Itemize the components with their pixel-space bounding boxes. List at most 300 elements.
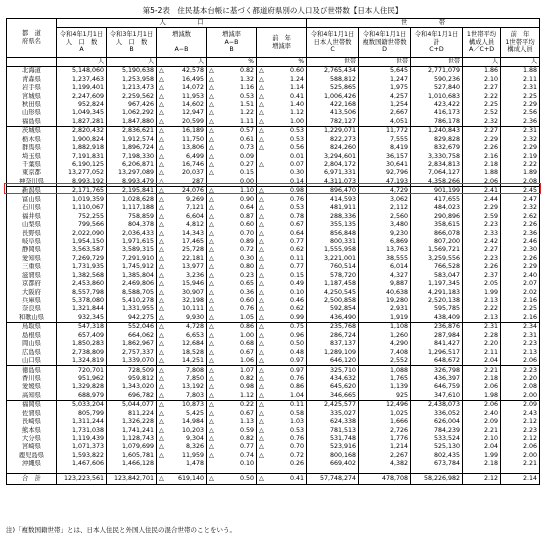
table-row [7,101,540,109]
cell-value: 0.27 [239,161,254,169]
minus-triangle-icon: △ [209,297,214,305]
cell-value: 大阪府 [22,288,41,296]
cell-value: 436,490 [329,313,357,321]
cell-d [359,272,411,280]
cell-b [107,366,157,375]
table-row [7,383,540,391]
cell-cd [411,443,463,451]
cell-avg [463,452,501,460]
cell-rate [207,212,257,220]
table-row [7,452,540,460]
cell-value: 2.31 [483,323,499,331]
cell-value: 2.62 [523,212,538,220]
cell-value: 12,496 [385,401,409,409]
cell-avg [463,375,501,383]
cell-value: 山梨県 [22,221,41,229]
minus-triangle-icon: △ [209,331,214,339]
cell-value: 0.07 [289,161,305,169]
cell-d [359,136,411,144]
cell-diff [157,161,207,169]
cell-diff [157,67,207,76]
minus-triangle-icon: △ [259,435,264,443]
cell-cd [411,109,463,117]
cell-c [307,305,359,313]
cell-cd [411,297,463,305]
cell-cd [411,323,463,332]
cell-value: 4,051 [389,117,409,125]
minus-triangle-icon: △ [259,221,264,229]
cell-cd [411,305,463,313]
minus-triangle-icon: △ [209,229,214,237]
cell-d [359,375,411,383]
cell-value: 822,273 [329,135,357,143]
cell-value: 0.96 [289,331,305,339]
cell-value: 0.87 [239,212,254,220]
cell-pavg [501,75,540,83]
cell-prev [257,127,307,136]
minus-triangle-icon: △ [159,340,164,348]
cell-pavg [501,101,540,109]
cell-value: 1.16 [239,84,254,92]
minus-triangle-icon: △ [159,177,164,185]
cell-rate [207,246,257,254]
cell-value: 2.29 [523,263,538,271]
cell-avg [463,246,501,254]
cell-b [107,340,157,348]
cell-value: 1,010,683 [427,92,461,100]
cell-c [307,92,359,100]
cell-value: 1,128,743 [121,435,154,443]
cell-value: 0.41 [289,474,305,482]
cell-a [57,305,107,313]
cell-avg [463,196,501,204]
cell-value: 0.89 [239,237,254,245]
cell-c [307,348,359,356]
minus-triangle-icon: △ [159,401,164,409]
minus-triangle-icon: △ [259,246,264,254]
minus-triangle-icon: △ [259,383,264,391]
cell-value: 2.42 [483,237,499,245]
table-row [7,144,540,152]
cell-prev [257,212,307,220]
cell-value: 0.61 [239,135,254,143]
cell-diff [157,187,207,196]
cell-value: 0.53 [239,92,254,100]
cell-a [57,152,107,160]
cell-rate [207,109,257,117]
header-col7: 令和4年1月1日 複数国籍世帯数 D [359,28,411,58]
minus-triangle-icon: △ [159,331,164,339]
table-row [7,255,540,263]
cell-value: 752,255 [77,212,104,220]
cell-value: 758,859 [127,212,154,220]
cell-diff [157,84,207,92]
cell-value: 2.26 [523,221,538,229]
minus-triangle-icon: △ [259,357,264,365]
minus-triangle-icon: △ [159,92,164,100]
cell-cd [411,272,463,280]
cell-value: 富山県 [22,195,41,203]
minus-triangle-icon: △ [209,67,214,75]
minus-triangle-icon: △ [259,443,264,451]
cell-value: 2.06 [523,357,538,365]
cell-avg [463,127,501,136]
cell-a [57,392,107,401]
cell-value: 2.23 [523,366,538,374]
cell-value: 8,588,705 [121,288,154,296]
cell-b [107,473,157,484]
minus-triangle-icon: △ [209,75,214,83]
cell-value: 0.82 [239,374,254,382]
cell-value: 2.27 [483,246,499,254]
cell-c [307,375,359,383]
cell-cd [411,426,463,434]
cell-value: 0.11 [289,254,305,262]
minus-triangle-icon: △ [259,263,264,271]
cell-a [57,366,107,375]
cell-value: 香川県 [22,374,41,382]
minus-triangle-icon: △ [159,229,164,237]
cell-value: 804,378 [127,221,154,229]
cell-a [57,212,107,220]
minus-triangle-icon: △ [259,340,264,348]
cell-avg [463,187,501,196]
cell-value: 2,834,813 [427,161,461,169]
cell-value: 1,139 [389,383,409,391]
minus-triangle-icon: △ [159,435,164,443]
cell-pref [7,375,57,383]
cell-pref [7,288,57,296]
cell-pref [7,460,57,468]
cell-prev [257,169,307,177]
minus-triangle-icon: △ [209,443,214,451]
cell-value: 6,604 [185,212,204,220]
cell-b [107,435,157,443]
cell-pavg [501,221,540,229]
cell-value: 1.12 [239,391,254,399]
cell-rate [207,196,257,204]
cell-value: 0.23 [239,271,254,279]
table-row [7,357,540,366]
cell-value: 0.50 [239,474,254,482]
cell-value: 1,850,283 [71,340,104,348]
cell-value: 1,079,699 [121,443,154,451]
minus-triangle-icon: △ [259,254,264,262]
cell-value: 32,198 [181,297,204,305]
cell-value: 2.40 [483,409,499,417]
cell-value: 3,480 [389,221,409,229]
header-col9: 1世帯平均 構成人員 A／C+D [463,28,501,58]
cell-value: 2.14 [523,474,538,482]
minus-triangle-icon: △ [159,109,164,117]
cell-value: 5,425 [185,409,204,417]
cell-value: 2.04 [483,357,499,365]
cell-value: 1,311,244 [71,418,104,426]
cell-b [107,67,157,76]
cell-value: 2.06 [483,401,499,409]
cell-value: 766,528 [433,263,461,271]
cell-cd [411,229,463,237]
cell-value: 群馬県 [22,144,41,152]
cell-cd [411,263,463,271]
cell-value: 2.20 [523,374,538,382]
minus-triangle-icon: △ [209,204,214,212]
unit-col7: 世帯 [359,58,411,67]
cell-rate [207,204,257,212]
cell-b [107,272,157,280]
minus-triangle-icon: △ [259,401,264,409]
cell-d [359,280,411,288]
cell-b [107,452,157,460]
cell-value: 2.06 [483,177,499,185]
cell-value: 4,250,545 [323,288,357,296]
population-table [6,18,540,485]
cell-value: 1,028,628 [121,195,154,203]
cell-value: 3,062 [389,195,409,203]
cell-b [107,229,157,237]
cell-pref [7,323,57,332]
cell-value: 2.00 [523,451,538,459]
cell-avg [463,75,501,83]
cell-value: 235,768 [329,323,357,331]
cell-c [307,410,359,418]
cell-avg [463,109,501,117]
table-row [7,410,540,418]
cell-value: 5,645 [389,67,409,75]
cell-value: 1,776 [389,435,409,443]
cell-cd [411,460,463,468]
cell-diff [157,410,207,418]
cell-value: 2,560 [389,212,409,220]
cell-value: 2.13 [483,313,499,321]
cell-value: 兵庫県 [22,297,41,305]
cell-value: 0.64 [239,204,254,212]
cell-value: 7,191,831 [71,152,104,160]
cell-value: 0.72 [289,451,305,459]
cell-value: 5,033,204 [71,401,104,409]
cell-diff [157,127,207,136]
table-title: 第5-2表 住民基本台帳に基づく都道府県別の人口及び世帯数【日本人住民】 [142,6,403,15]
table-row [7,297,540,305]
cell-value: 0.53 [289,127,305,135]
cell-value: 8,326 [185,443,204,451]
cell-value: 11,750 [181,135,204,143]
cell-prev [257,144,307,152]
cell-value: 6,190,125 [71,161,104,169]
cell-pref [7,340,57,348]
cell-value: 14,072 [181,84,204,92]
cell-value: 2.09 [523,401,538,409]
cell-value: 1,240,843 [427,127,461,135]
cell-value: 0.86 [239,323,254,331]
cell-value: 2.10 [483,75,499,83]
minus-triangle-icon: △ [209,84,214,92]
cell-value: 14,343 [181,229,204,237]
cell-pref [7,332,57,340]
cell-avg [463,332,501,340]
cell-a [57,246,107,254]
cell-value: 19,280 [385,297,409,305]
cell-value: 20,037 [181,169,204,177]
cell-cd [411,169,463,177]
cell-b [107,410,157,418]
cell-value: 2.52 [483,109,499,117]
cell-value: 石川県 [22,204,41,212]
cell-pavg [501,229,540,237]
cell-value: 0.62 [289,305,305,313]
cell-value: 760,514 [329,263,357,271]
cell-pavg [501,109,540,117]
minus-triangle-icon: △ [159,152,164,160]
cell-cd [411,332,463,340]
minus-triangle-icon: △ [259,100,264,108]
cell-cd [411,383,463,391]
cell-value: 2.41 [483,187,499,195]
cell-cd [411,314,463,323]
cell-diff [157,229,207,237]
cell-value: 2.25 [523,305,538,313]
cell-value: 神奈川県 [18,177,45,185]
cell-avg [463,263,501,271]
cell-value: 北海道 [22,67,41,75]
cell-value: 山形県 [22,109,41,117]
cell-value: 5,044,077 [121,401,154,409]
cell-pavg [501,366,540,375]
cell-value: 1,745,912 [121,263,154,271]
cell-value: 286,724 [329,331,357,339]
minus-triangle-icon: △ [159,195,164,203]
cell-value: 岩手県 [22,84,41,92]
cell-avg [463,212,501,220]
minus-triangle-icon: △ [159,357,164,365]
cell-d [359,229,411,237]
cell-diff [157,101,207,109]
cell-a [57,357,107,366]
cell-a [57,383,107,391]
cell-b [107,127,157,136]
table-row [7,152,540,160]
cell-b [107,221,157,229]
minus-triangle-icon: △ [259,84,264,92]
cell-avg [463,348,501,356]
cell-value: 0.36 [239,288,254,296]
cell-cd [411,84,463,92]
cell-cd [411,340,463,348]
unit-col8: 世帯 [411,58,463,67]
cell-value: 2.12 [483,474,499,482]
cell-cd [411,418,463,426]
cell-value: 0.64 [289,229,305,237]
cell-d [359,460,411,468]
header-col5: 前 年 増減率 [257,28,307,58]
cell-pref [7,127,57,136]
cell-value: 799,566 [77,221,104,229]
cell-prev [257,152,307,160]
cell-a [57,272,107,280]
cell-value: 0.53 [289,135,305,143]
cell-a [57,348,107,356]
minus-triangle-icon: △ [259,117,264,125]
cell-value: 0.75 [289,323,305,331]
cell-pavg [501,473,540,484]
cell-diff [157,152,207,160]
cell-value: 1,569,721 [427,246,461,254]
cell-d [359,288,411,296]
cell-rate [207,229,257,237]
minus-triangle-icon: △ [209,323,214,331]
minus-triangle-icon: △ [209,152,214,160]
cell-value: 590,236 [433,75,461,83]
cell-diff [157,169,207,177]
cell-value: 2.23 [523,340,538,348]
cell-diff [157,340,207,348]
cell-value: 1,382,568 [71,271,104,279]
cell-value: 866,078 [433,229,461,237]
cell-value: 38,555 [385,254,409,262]
cell-value: 0.56 [289,144,305,152]
cell-value: 2,036,433 [121,229,154,237]
cell-pref [7,452,57,460]
cell-cd [411,452,463,460]
cell-b [107,443,157,451]
cell-c [307,272,359,280]
cell-c [307,238,359,246]
cell-pavg [501,272,540,280]
cell-diff [157,204,207,212]
cell-a [57,263,107,271]
cell-avg [463,229,501,237]
minus-triangle-icon: △ [209,254,214,262]
cell-value: 0.10 [239,460,254,468]
minus-triangle-icon: △ [259,237,264,245]
table-row [7,187,540,196]
cell-value: 346,665 [329,391,357,399]
cell-pref [7,152,57,160]
minus-triangle-icon: △ [159,288,164,296]
cell-d [359,212,411,220]
cell-b [107,161,157,169]
cell-avg [463,401,501,410]
cell-rate [207,272,257,280]
cell-value: 0.15 [239,169,254,177]
cell-value: 奈良県 [22,305,41,313]
minus-triangle-icon: △ [159,144,164,152]
unit-col5: % [257,58,307,67]
cell-value: 1,975 [389,84,409,92]
cell-pref [7,204,57,212]
cell-avg [463,288,501,296]
minus-triangle-icon: △ [259,366,264,374]
cell-c [307,187,359,196]
cell-c [307,118,359,127]
cell-value: 355,135 [329,221,357,229]
cell-diff [157,383,207,391]
cell-c [307,212,359,220]
minus-triangle-icon: △ [259,187,264,195]
table-row [7,280,540,288]
cell-d [359,84,411,92]
cell-pavg [501,383,540,391]
cell-value: 1,731,038 [71,426,104,434]
cell-value: 2.05 [483,280,499,288]
cell-value: 1,214 [389,443,409,451]
cell-b [107,238,157,246]
cell-value: 325,710 [329,366,357,374]
cell-rate [207,348,257,356]
cell-value: 2.29 [523,144,538,152]
cell-pref [7,238,57,246]
cell-b [107,332,157,340]
